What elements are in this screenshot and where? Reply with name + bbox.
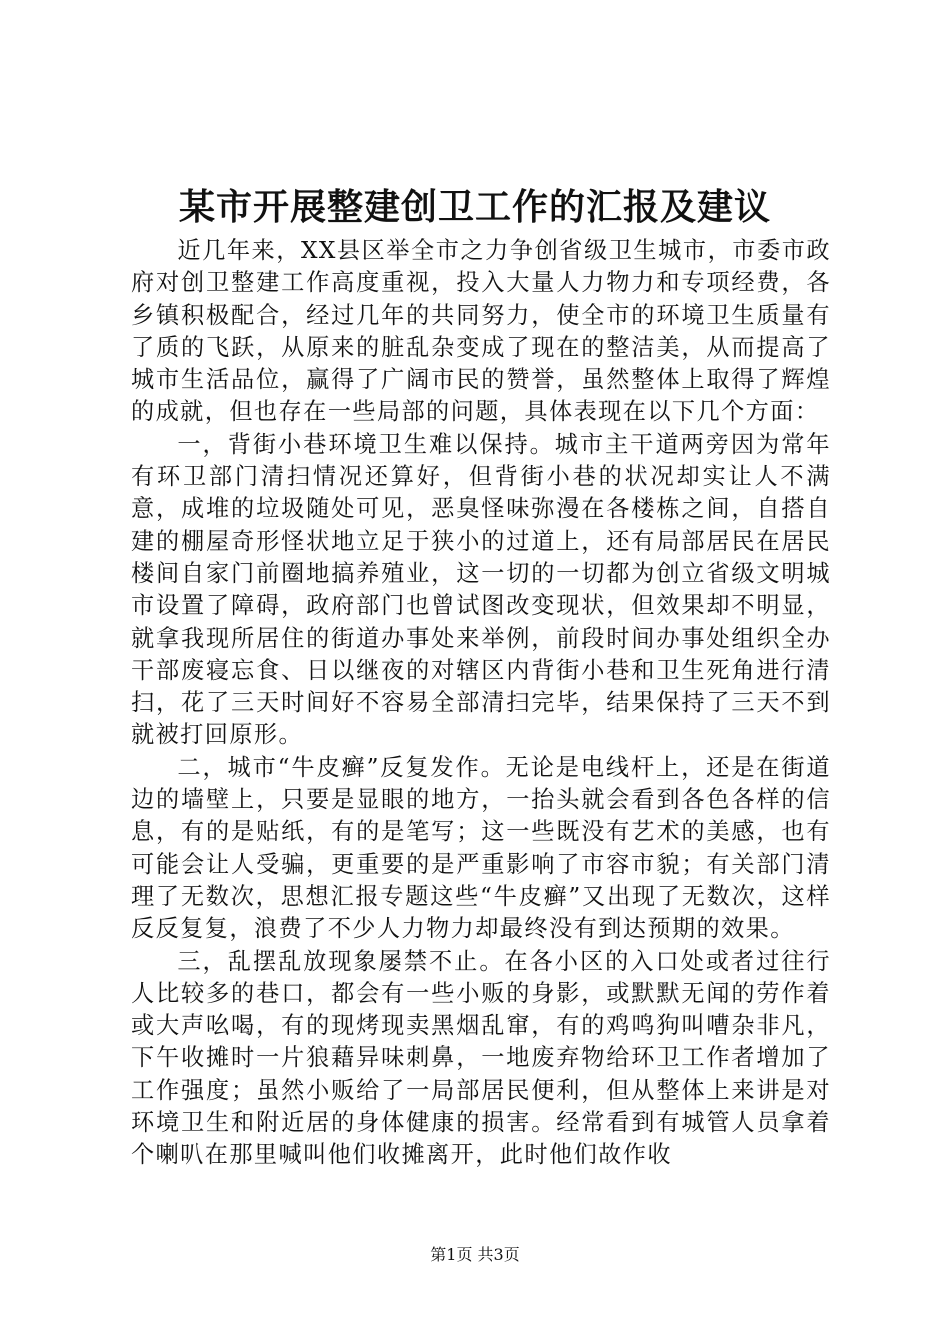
document-body [131,235,831,1172]
page-footer: 第1页 共3页 [430,1245,520,1264]
paragraph-point-3: 三，乱摆乱放现象屡禁不止。在各小区的入口处或者过往行人比较多的巷口，都会有一些小贩的身影，或默默无闻的劳作着或大声吆喝，有的现烤现卖黑烟乱窜，有的鸡鸣狗叫嘈杂非凡，下午收摊时一片狼藉异味刺鼻，一地废弃物给环卫工作者增加了工作强度；虽然小贩给了一局部居民便利，但从整体上来讲是对环境卫生和附近居的身体健康的损害。经常看到有城管人员拿着个喇叭在那里喊叫他们收摊离开，此时他们故作收 [131,947,831,1169]
document-title: 某市开展整建创卫工作的汇报及建议 [178,186,771,228]
paragraph-point-2: 二，城市“牛皮癣”反复发作。无论是电线杆上，还是在街道边的墙壁上，只要是显眼的地方，一抬头就会看到各色各样的信息，有的是贴纸，有的是笔写；这一些既没有艺术的美感，也有可能会让人受骗，更重要的是严重影响了市容市貌；有关部门清理了无数次，思想汇报专题这些“牛皮癣”又出现了无数次，这样反反复复，浪费了不少人力物力却最终没有到达预期的效果。 [131,753,831,943]
paragraph-intro: 近几年来，XX县区举全市之力争创省级卫生城市，市委市政府对创卫整建工作高度重视，投入大量人力物力和专项经费，各乡镇积极配合，经过几年的共同努力，使全市的环境卫生质量有了质的飞跃，从原来的脏乱杂变成了现在的整洁美，从而提高了城市生活品位，赢得了广阔市民的赞誉，虽然整体上取得了辉煌的成就，但也存在一些局部的问题，具体表现在以下几个方面： [131,237,831,426]
paragraph-point-1: 一，背街小巷环境卫生难以保持。城市主干道两旁因为常年有环卫部门清扫情况还算好，但背街小巷的状况却实让人不满意，成堆的垃圾随处可见，恶臭怪味弥漫在各楼栋之间，自搭自建的棚屋奇形怪状地立足于狭小的过道上，还有局部居民在居民楼间自家门前圈地搞养殖业，这一切的一切都为创立省级文明城市设置了障碍，政府部门也曾试图改变现状，但效果却不明显，就拿我现所居住的街道办事处来举例，前段时间办事处组织全办干部废寝忘食、日以继夜的对辖区内背街小巷和卫生死角进行清扫，花了三天时间好不容易全部清扫完毕，结果保持了三天不到就被打回原形。 [131,430,831,749]
